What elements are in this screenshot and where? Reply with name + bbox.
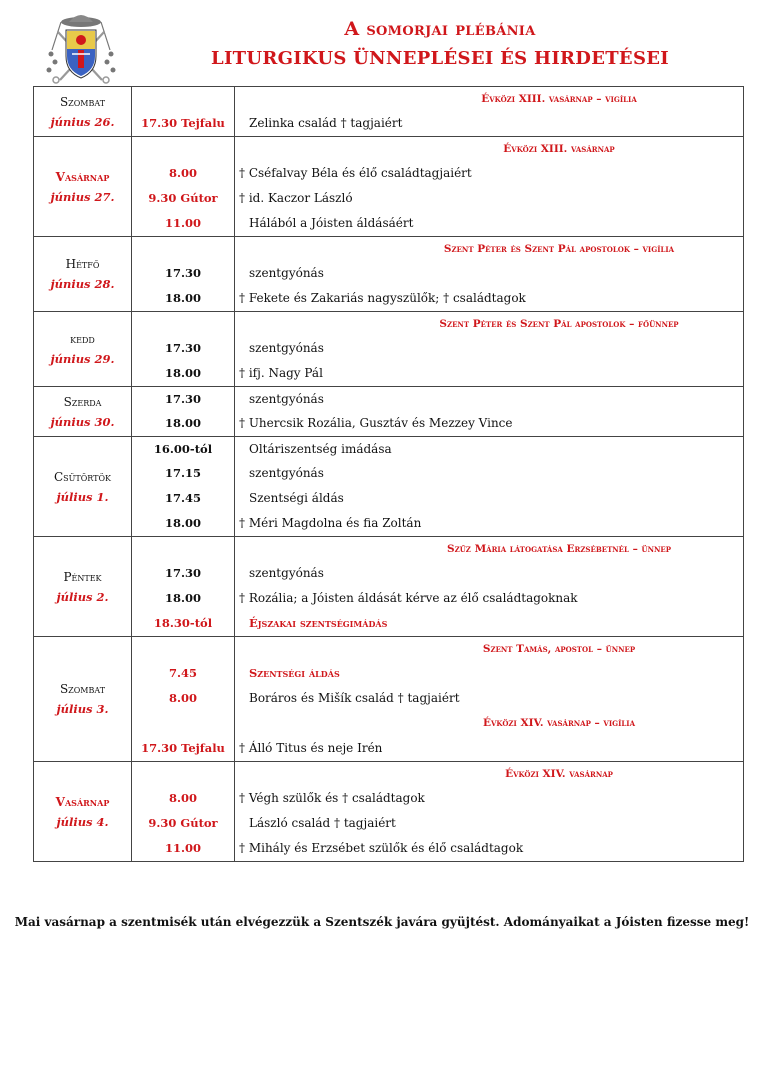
time-cell [132,237,235,312]
time-line: 8.00 [168,691,197,705]
time-line [132,711,234,736]
event-cell [235,312,744,387]
day-date: június 30. [50,414,115,429]
day-name: Szombat [59,682,106,696]
day-row [34,637,744,762]
time-line: 17.30 Tejfalu [141,116,225,130]
page-title: A somorjai plébánia [344,18,536,40]
time-line: 7.45 [168,666,197,680]
event-line: † ifj. Nagy Pál [239,366,323,380]
day-row [34,137,744,237]
time-line: 8.00 [168,166,197,180]
event-line: † id. Kaczor László [239,191,353,205]
day-name: Hétfő [65,257,100,271]
event-cell [235,637,744,762]
event-line: szentgyónás [249,566,324,580]
time-line: 17.30 Tejfalu [141,741,225,755]
day-date: június 28. [50,277,115,291]
event-line: Zelinka család † tagjaiért [249,116,403,130]
time-cell [132,137,235,237]
day-date: június 26. [50,114,115,129]
feast-title: Évközi XIII. vasárnap [503,143,615,155]
time-line [132,762,234,786]
time-line: 17.45 [164,491,201,505]
event-cell [235,137,744,237]
day-date: június 27. [50,189,115,204]
day-row [34,87,744,137]
time-line: 11.00 [164,841,201,855]
time-line: 9.30 Gútor [148,191,218,205]
event-line: † Uhercsik Rozália, Gusztáv és Mezzey Vince [239,416,513,430]
day-row [34,537,744,637]
day-cell [34,237,132,312]
event-line: Boráros és Mišík család † tagjaiért [249,691,460,705]
time-line: 17.30 [164,341,201,355]
time-line: 17.30 [164,566,201,580]
time-line: 18.30-tól [153,616,213,630]
time-line: 17.30 [164,266,201,280]
day-cell [34,87,132,137]
time-cell [132,762,235,862]
schedule-table [33,86,744,862]
day-date: június 29. [50,352,115,366]
time-line [132,137,234,161]
day-row [34,312,744,387]
event-cell [235,762,744,862]
page-subtitle: LITURGIKUS ÜNNEPLÉSEI ÉS HIRDETÉSEI [211,48,669,69]
parish-coat-of-arms-logo [44,10,118,86]
event-line: szentgyónás [249,466,324,480]
day-cell [34,387,132,437]
event-line: † Mihály és Erzsébet szülők és élő családtagok [239,841,524,855]
day-name: Péntek [63,569,102,584]
day-cell [34,437,132,537]
event-line: † Fekete és Zakariás nagyszülők; † családtagok [239,291,526,305]
time-line: 18.00 [164,416,201,430]
event-line: szentgyónás [249,392,324,406]
time-line: 17.15 [164,466,201,480]
feast-title: Szűz Mária látogatása Erzsébetnél – ünnep [447,543,671,555]
event-line: Hálából a Jóisten áldásáért [249,216,414,230]
day-cell [34,637,132,762]
day-cell [34,762,132,862]
time-line: 16.00-tól [153,442,213,456]
event-cell [235,237,744,312]
time-line [132,87,234,111]
day-date: július 3. [56,702,109,716]
day-row [34,387,744,437]
day-cell [34,537,132,637]
event-line: † Méri Magdolna és fia Zoltán [239,516,422,530]
time-line: 18.00 [164,366,201,380]
feast-title: Szent Tamás, apostol – ünnep [482,643,636,655]
feast-title: Évközi XIV. vasárnap – vigília [482,717,635,729]
time-line: 11.00 [164,216,201,230]
time-line [132,312,234,336]
day-date: július 2. [56,589,109,604]
day-date: július 1. [56,489,109,504]
day-name: Vasárnap [55,169,110,184]
event-line: Szentségi áldás [249,666,340,680]
event-cell [235,387,744,437]
day-name: Szerda [63,394,102,409]
day-name: Szombat [59,94,106,109]
event-cell [235,87,744,137]
feast-title: Évközi XIV. vasárnap [505,768,613,780]
time-cell [132,637,235,762]
time-line: 9.30 Gútor [148,816,218,830]
event-line: szentgyónás [249,266,324,280]
event-cell [235,437,744,537]
time-line: 18.00 [164,516,201,530]
time-line: 18.00 [164,291,201,305]
event-line: Szentségi áldás [249,491,344,505]
time-line: 17.30 [164,392,201,406]
time-line [132,637,234,661]
event-line: szentgyónás [249,341,324,355]
day-cell [34,312,132,387]
event-line: Oltáriszentség imádása [249,442,392,456]
event-line: László család † tagjaiért [249,816,396,830]
day-row [34,437,744,537]
feast-title: Évközi XIII. vasárnap – vigília [481,93,637,105]
time-cell [132,537,235,637]
event-line: Éjszakai szentségimádás [249,616,388,630]
event-cell [235,537,744,637]
footer-note: Mai vasárnap a szentmisék után elvégezzük a Szentszék javára gyüjtést. Adományaikat a Jóisten fizesse meg! [14,915,750,929]
day-date: július 4. [56,814,109,829]
day-name: Csütörtök [53,469,112,484]
day-name: Vasárnap [55,794,110,809]
time-line: 8.00 [168,791,197,805]
event-line: † Végh szülők és † családtagok [239,791,425,805]
feast-title: Szent Péter és Szent Pál apostolok – vigília [443,243,675,255]
day-name: kedd [70,332,95,346]
day-row [34,237,744,312]
event-line: † Álló Titus és neje Irén [239,741,383,755]
time-cell [132,387,235,437]
time-cell [132,437,235,537]
time-cell [132,87,235,137]
time-line [132,237,234,261]
feast-title: Szent Péter és Szent Pál apostolok – főünnep [439,318,679,330]
time-cell [132,312,235,387]
time-line [132,537,234,561]
event-line: † Cséfalvay Béla és élő családtagjaiért [239,166,472,180]
day-row [34,762,744,862]
time-line: 18.00 [164,591,201,605]
day-cell [34,137,132,237]
event-line: † Rozália; a Jóisten áldását kérve az élő családtagoknak [239,591,578,605]
